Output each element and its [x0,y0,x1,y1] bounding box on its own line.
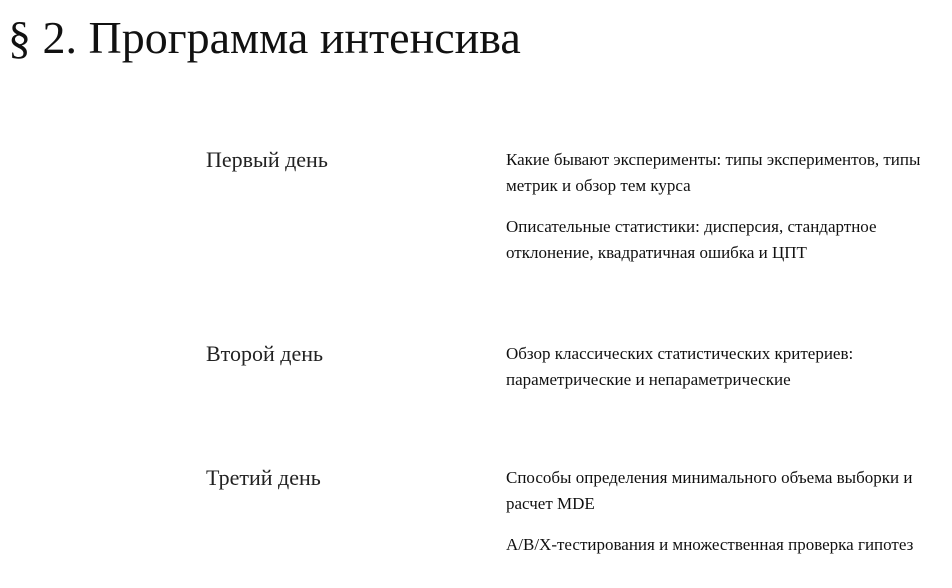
day-label: Второй день [206,341,324,366]
topic-item: Способы определения минимального объема выборки и расчет MDE [506,468,913,513]
day-label: Первый день [206,147,328,172]
topic-item: Какие бывают эксперименты: типы экспериментов, типы метрик и обзор тем курса [506,150,921,195]
topic-item: Описательные статистики: дисперсия, стандартное отклонение, квадратичная ошибка и ЦПТ [506,217,877,262]
topic-list [506,465,946,573]
topic-item: Обзор классических статистических критериев: параметрические и непараметрические [506,344,854,389]
topic-list [506,341,946,408]
topic-list [506,147,946,281]
topic-item: A/B/X-тестирования и множественная проверка гипотез [506,535,914,554]
day-label: Третий день [206,465,321,490]
page-title: § 2. Программа интенсива [8,12,521,63]
